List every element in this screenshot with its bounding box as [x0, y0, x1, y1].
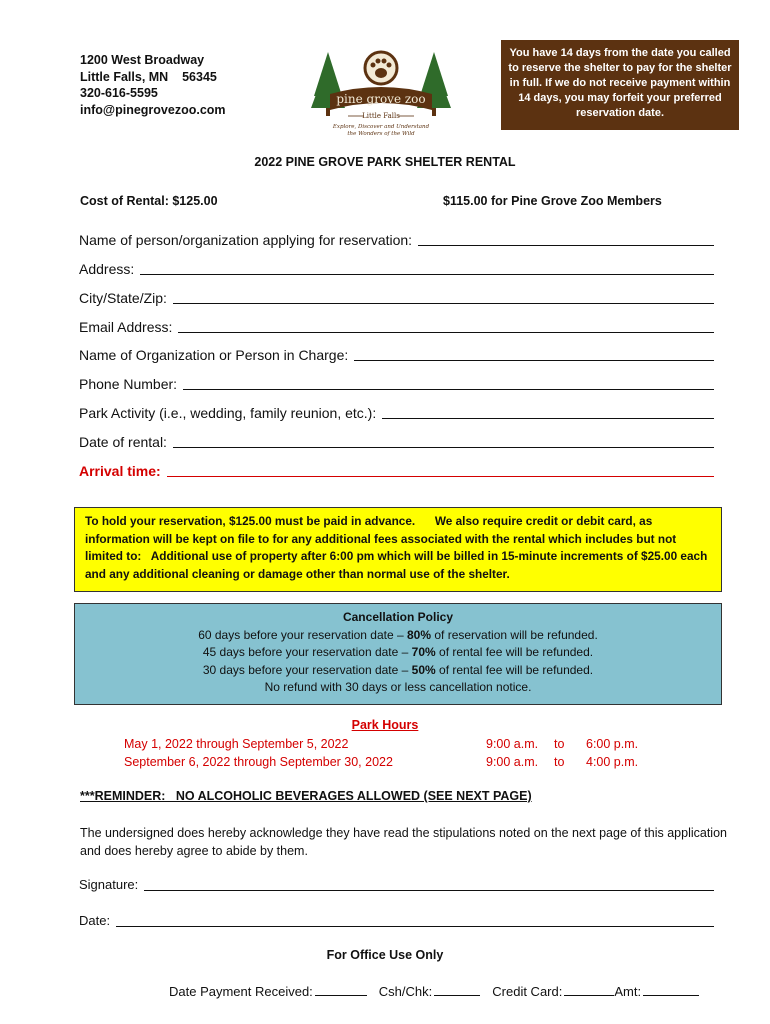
contact-phone: 320-616-5595 [80, 86, 158, 100]
member-cost: $115.00 for Pine Grove Zoo Members [443, 194, 662, 208]
logo-graphic [306, 44, 456, 142]
field-line[interactable] [354, 359, 714, 361]
logo-sub: Little Falls [362, 112, 400, 120]
contact-address: 1200 West Broadway [80, 53, 205, 67]
field-label: Arrival time: [79, 463, 161, 479]
hours-to: to [554, 737, 565, 751]
field-date[interactable] [79, 908, 714, 930]
cancellation-line: 60 days before your reservation date – 80% of reservation will be refunded. [198, 627, 598, 642]
field-applicant-name[interactable] [79, 227, 714, 249]
cancellation-line: 30 days before your reservation date – 50% of rental fee will be refunded. [202, 662, 594, 677]
field-line[interactable] [173, 446, 714, 448]
field-line[interactable] [173, 302, 714, 304]
field-label: Address: [79, 261, 135, 277]
credit-card-line[interactable] [564, 994, 614, 996]
field-label: Email Address: [79, 319, 173, 335]
field-signature[interactable] [79, 872, 714, 894]
alcohol-reminder: ***REMINDER: NO ALCOHOLIC BEVERAGES ALLOWED (SEE NEXT PAGE) [80, 789, 532, 803]
hours-close: 6:00 p.m. [586, 737, 639, 751]
logo-tagline-2: the Wonders of the Wild [347, 131, 415, 137]
payment-notice-box: You have 14 days from the date you called to reserve the shelter to pay for the shelter in full. If we do not receive payment within 14 days, you may forfeit your preferred reservation date. [501, 40, 739, 130]
field-city-state-zip[interactable] [79, 285, 714, 307]
hours-dates: May 1, 2022 through September 5, 2022 [124, 737, 349, 751]
field-email[interactable] [79, 314, 714, 336]
hours-dates: September 6, 2022 through September 30, 2022 [124, 755, 393, 769]
logo-tagline-1: Explore, Discover and Understand [332, 124, 430, 130]
field-label: Park Activity (i.e., wedding, family reunion, etc.): [79, 405, 377, 421]
office-use-row [169, 984, 705, 999]
office-use-title: For Office Use Only [326, 948, 444, 962]
field-label: Phone Number: [79, 376, 178, 392]
cancellation-last: No refund with 30 days or less cancellation notice. [264, 680, 532, 694]
field-address[interactable] [79, 256, 714, 278]
cancellation-line: 45 days before your reservation date – 70% of rental fee will be refunded. [202, 645, 594, 659]
csh-chk-label: Csh/Chk: [378, 984, 433, 999]
field-line[interactable] [382, 417, 714, 419]
hold-reservation-box: To hold your reservation, $125.00 must be paid in advance. We also require credit or debit card, as information will be kept on file to for any additional fees associated with the rental which includes but not limited to: Additional use of property after 6:00 pm which will be billed in 15-minute increments of $25.00 each and any additional cleaning or damage other than normal use of the shelter. [74, 507, 722, 592]
park-hours-row [124, 737, 664, 755]
field-line[interactable] [183, 388, 714, 390]
amt-line[interactable] [643, 994, 699, 996]
field-line[interactable] [418, 244, 714, 246]
date-received-line[interactable] [315, 994, 367, 996]
field-park-activity[interactable] [79, 400, 714, 422]
hours-close: 4:00 p.m. [586, 755, 639, 769]
field-label: Name of person/organization applying for reservation: [79, 232, 413, 248]
csh-chk-line[interactable] [434, 994, 480, 996]
cancellation-title: Cancellation Policy [342, 610, 454, 624]
field-phone[interactable] [79, 371, 714, 393]
credit-card-label: Credit Card: [492, 984, 563, 999]
contact-block [80, 52, 226, 118]
field-line[interactable] [144, 889, 714, 891]
acknowledgement-text: The undersigned does hereby acknowledge they have read the stipulations noted on the next page of this application and does hereby agree to abide by them. [80, 826, 727, 858]
field-arrival-time[interactable] [79, 458, 714, 480]
pine-grove-zoo-logo [306, 44, 456, 142]
field-label: Date of rental: [79, 434, 167, 450]
contact-city: Little Falls, MN 56345 [80, 69, 217, 84]
rental-cost: Cost of Rental: $125.00 [80, 194, 218, 208]
field-line[interactable] [140, 273, 714, 275]
cancellation-policy-box [74, 603, 722, 705]
field-line[interactable] [116, 925, 714, 927]
field-line[interactable] [167, 475, 714, 477]
date-received-label: Date Payment Received: [169, 984, 313, 999]
park-hours-row [124, 755, 664, 773]
amt-label: Amt: [614, 984, 642, 999]
field-label: City/State/Zip: [79, 290, 167, 306]
park-hours-title: Park Hours [351, 718, 419, 732]
field-line[interactable] [178, 331, 714, 333]
page-title: 2022 PINE GROVE PARK SHELTER RENTAL [254, 155, 516, 169]
field-label: Name of Organization or Person in Charge: [79, 347, 349, 363]
hours-to: to [554, 755, 565, 769]
hours-open: 9:00 a.m. [486, 755, 539, 769]
contact-email: info@pinegrovezoo.com [80, 102, 226, 117]
hours-open: 9:00 a.m. [486, 737, 539, 751]
field-label: Date: [79, 913, 111, 928]
field-label: Signature: [79, 877, 139, 892]
field-person-in-charge[interactable] [79, 342, 714, 364]
logo-name: pine grove zoo [336, 92, 426, 106]
field-date-of-rental[interactable] [79, 429, 714, 451]
